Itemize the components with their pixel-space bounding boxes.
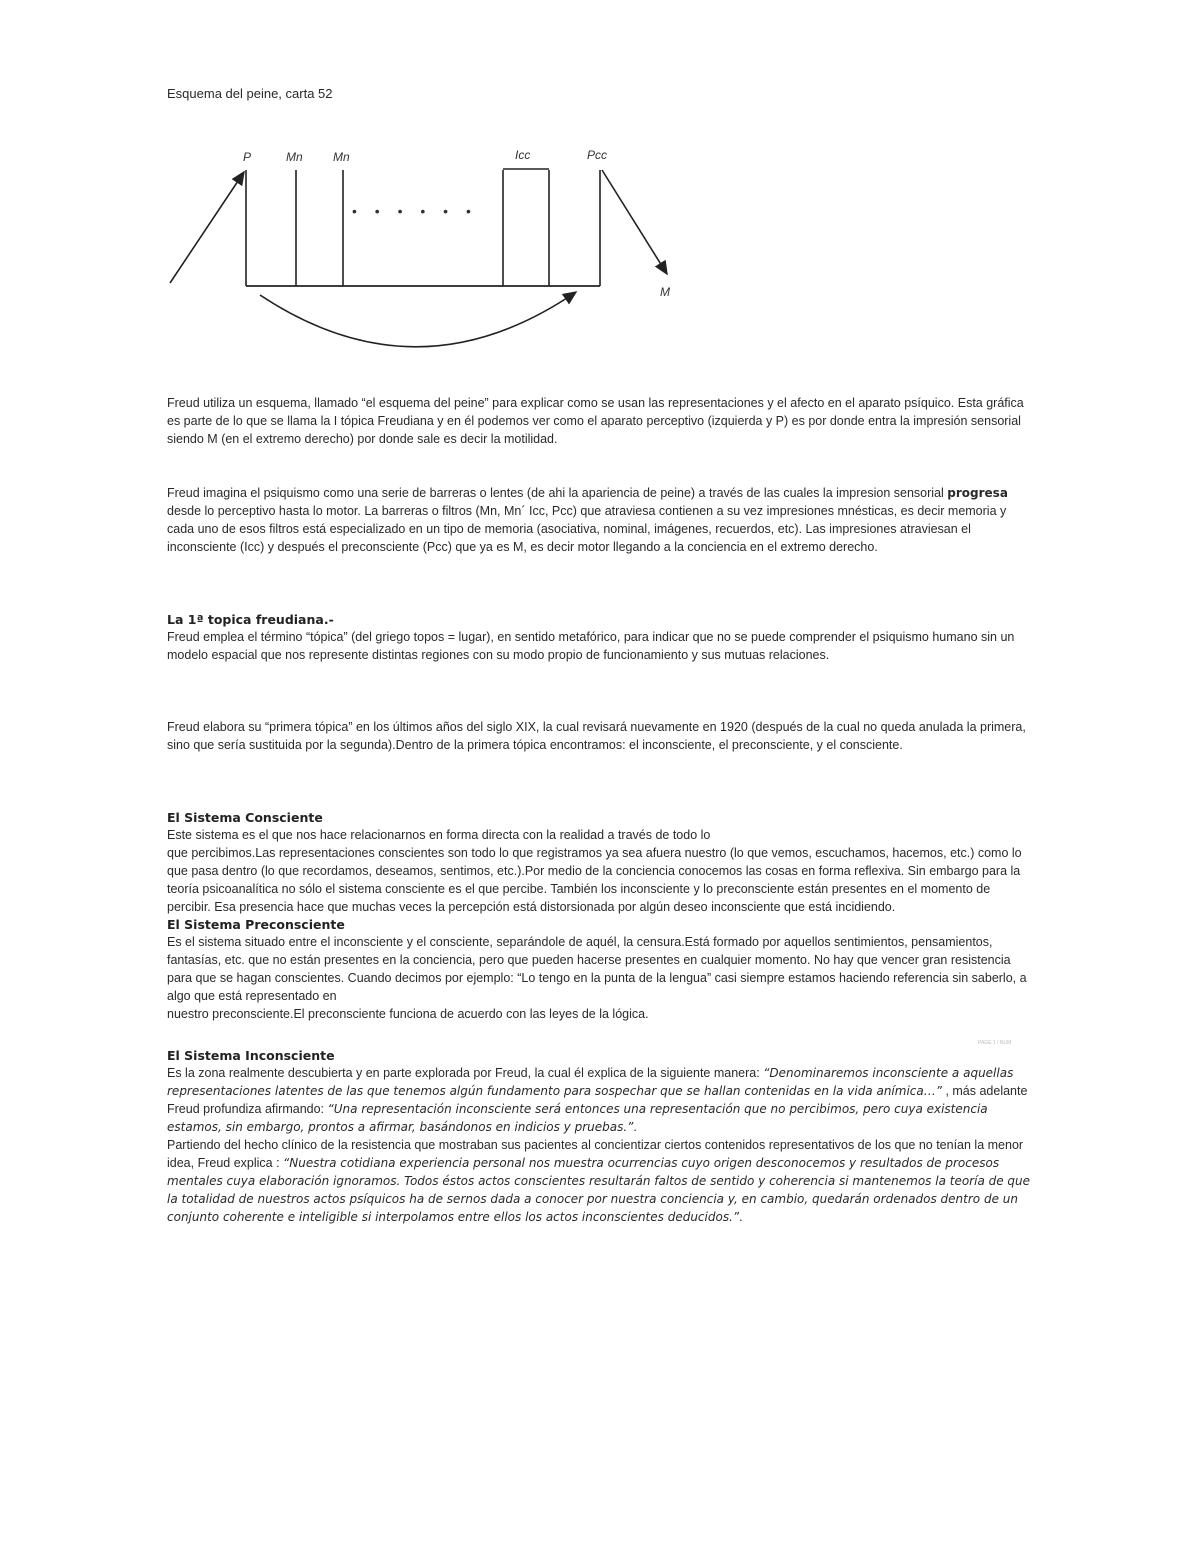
quote: “Nuestra cotidiana experiencia personal nos muestra ocurrencias cuyo origen desconocemos y resultados de procesos mentales cuya elaboración ignoramos. Todos éstos actos conscientes resultarán faltos de sentido y coherencia si mantenemos la teoría de que la totalidad de nuestros actos psíquicos ha de sernos dada a conocer por nuestra conciencia y, en cambio, quedarán ordenados dentro de un conjunto coherente e inteligible si interpolamos entre ellos los actos inconscientes deducidos.” (167, 1156, 1031, 1224)
section-heading: El Sistema Consciente (167, 810, 323, 825)
input-arrow (170, 172, 244, 283)
section-consciente: El Sistema Consciente Este sistema es el que nos hace relacionarnos en forma directa con la realidad a través de todo lo que percibimos.Las representaciones conscientes son todo lo que registramos ya sea afuera nuestro (lo que vemos, escuchamos, hacemos, etc.) como lo que pasa dentro (lo que recordamos, deseamos, sentimos, etc.).Por medio de la conciencia conocemos las cosas en forma reflexiva. Sin embargo para la teoría psicoanalítica no sólo el sistema consciente es el que percibe. También los inconsciente y lo preconsciente están presentes en el momento de percibir. Esa presencia hace que muchas veces la percepción está distorsionada por algún deseo inconsciente que está incidiendo. El Sistema Preconsciente Es el sistema situado entre el inconsciente y el consciente, separándole de aquél, la censura.Está formado por aquellos sentimientos, pensamientos, fantasías, etc. que no están presentes en la conciencia, pero que pueden hacerse presentes en cualquier momento. No hay que vencer gran resistencia para que se hagan conscientes. Cuando decimos por ejemplo: “Lo tengo en la punta de la lengua” casi siempre estamos haciendo referencia sin saberlo, a algo que está representado en nuestro preconsciente.El preconsciente funciona de acuerdo con las leyes de la lógica. (167, 809, 1033, 1023)
output-arrow (602, 170, 667, 274)
label-icc: Icc (515, 148, 531, 162)
paragraph-primera-topica: Freud elabora su “primera tópica” en los últimos años del siglo XIX, la cual revisará nuevamente en 1920 (después de la cual no queda anulada la primera, sino que sería sustituida por la segunda).Dentro de la primera tópica encontramos: el inconsciente, el preconsciente, y el consciente. (167, 720, 1026, 752)
label-m: M (660, 285, 670, 299)
section-heading: El Sistema Inconsciente (167, 1048, 335, 1063)
comb-diagram (160, 138, 700, 348)
section-heading: El Sistema Preconsciente (167, 917, 345, 932)
page-number-field: PAGE 1 / NUM (978, 1040, 1012, 1046)
section-primera-topica: La 1ª topica freudiana.- Freud emplea el término “tópica” (del griego topos = lugar), en sentido metafórico, para indicar que no se puede comprender el psiquismo humano sin un modelo espacial que nos represente distintas regiones con su modo propio de funcionamiento y sus mutuas relaciones. (167, 611, 1033, 664)
label-pcc: Pcc (587, 148, 608, 162)
figure-caption: Esquema del peine, carta 52 (167, 86, 333, 101)
paragraph-esquema: Freud utiliza un esquema, llamado “el esquema del peine” para explicar como se usan las representaciones y el afecto en el aparato psíquico. Esta gráfica es parte de lo que se llama la I tópica Freudiana y en él podemos ver como el aparato perceptivo (izquierda y P) es por donde entra la impresión sensorial siendo M (en el extremo derecho) por donde sale es decir la motilidad. (167, 396, 1024, 446)
section-inconsciente: El Sistema Inconsciente Es la zona realmente descubierta y en parte explorada por Freud, la cual él explica de la siguiente manera: “Denominaremos inconsciente a aquellas representaciones latentes de las que tenemos algún fundamento para sospechar que se hallan contenidas en la vida anímica…” , más adelante Freud profundiza afirmando: “Una representación inconsciente será entonces una representación que no percibimos, pero cuya existencia estamos, sin embargo, prontos a afirmar, basándonos en indicios y pruebas.”. Partiendo del hecho clínico de la resistencia que mostraban sus pacientes al concientizar ciertos contenidos representativos de los que no tenían la menor idea, Freud explica : “Nuestra cotidiana experiencia personal nos muestra ocurrencias cuyo origen desconocemos y resultados de procesos mentales cuya elaboración ignoramos. Todos éstos actos conscientes resultarán faltos de sentido y coherencia si mantenemos la teoría de que la totalidad de nuestros actos psíquicos ha de sernos dada a conocer por nuestra conciencia y, en cambio, quedarán ordenados dentro de un conjunto coherente e inteligible si interpolamos entre ellos los actos inconscientes deducidos.”. (167, 1047, 1033, 1226)
label-p: P (243, 150, 252, 164)
paragraph-psiquismo: Freud imagina el psiquismo como una serie de barreras o lentes (de ahi la apariencia de peine) a través de las cuales la impresion sensorial progresa desde lo perceptivo hasta lo motor. La barreras o filtros (Mn, Mn´ Icc, Pcc) que atraviesa contienen a su vez impresiones mnésticas, es decir memoria y cada uno de esos filtros está especializado en un tipo de memoria (asociativa, nominal, imágenes, recuerdos, etc). Las impresiones atraviesan el inconsciente (Icc) y después el preconsciente (Pcc) que ya es M, es decir motor llegando a la conciencia en el extremo derecho. (167, 486, 1008, 554)
dots-ellipsis: • • • • • • (352, 203, 478, 219)
label-mn1: Mn (286, 150, 303, 164)
section-heading: La 1ª topica freudiana.- (167, 612, 334, 627)
quote: “Una representación inconsciente será entonces una representación que no percibimos, pero cuya existencia estamos, sin embargo, prontos a afirmar, basándonos en indicios y pruebas.” (167, 1102, 988, 1134)
quote: “Denominaremos inconsciente a aquellas representaciones latentes de las que tenemos algún fundamento para sospechar que se hallan contenidas en la vida anímica…” (167, 1066, 1014, 1098)
label-mn2: Mn (333, 150, 350, 164)
progression-arc-arrow (260, 292, 576, 347)
